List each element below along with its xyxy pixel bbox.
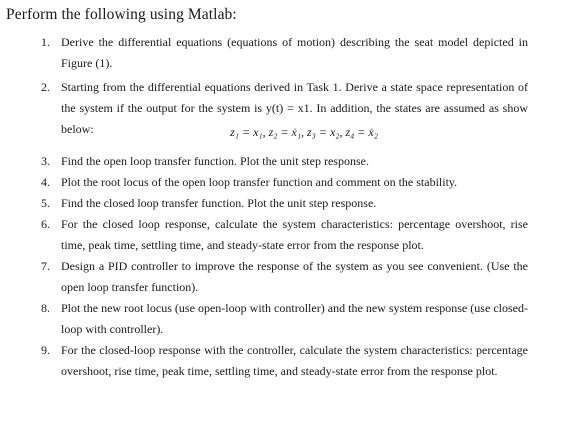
task-number: 7. [41,259,50,273]
task-number: 2. [41,80,50,94]
task-number: 5. [41,196,50,210]
task-text: Plot the new root locus (use open-loop with controller) and the new system response (use closed-loop with controller). [61,301,528,336]
task-number: 3. [41,154,50,168]
equation-text: z₁ = x₁, z₂ = ẋ₁, z₃ = x₂, z₄ = ẋ₂ [230,125,378,139]
task-item-4 [0,172,588,193]
task-text: For the closed loop response, calculate the system characteristics: percentage overshoot, rise time, peak time, settling time, and steady-state error from the response plot. [61,217,528,252]
task-text: Find the open loop transfer function. Plot the unit step response. [61,154,369,168]
task-number: 1. [41,35,50,49]
task-text: Design a PID controller to improve the response of the system as you see convenient. (Use the open loop transfer function). [61,259,528,294]
task-number: 9. [41,343,50,357]
task-text: For the closed-loop response with the controller, calculate the system characteristics: percentage overshoot, rise time, peak time, settling time, and steady-state error from the response plot. [61,343,528,378]
task-text: Derive the differential equations (equations of motion) describing the seat model depicted in Figure (1). [61,35,528,70]
task-item-9 [0,340,588,403]
task-text: Plot the root locus of the open loop transfer function and comment on the stability. [61,175,458,189]
task-text: Find the closed loop transfer function. Plot the unit step response. [61,196,377,210]
task-item-7 [0,256,588,298]
task-item-8 [0,298,588,340]
task-item-5 [0,193,588,214]
task-number: 6. [41,217,50,231]
task-text: Starting from the differential equations derived in Task 1. Derive a state space representation of the system if the output for the system is y(t) = x1. In addition, the states are assumed as show below: [61,80,528,136]
task-item-3 [0,151,588,172]
task-item-1 [0,32,588,77]
task-number: 4. [41,175,50,189]
page-heading: Perform the following using Matlab: [6,6,237,23]
task-number: 8. [41,301,50,315]
task-item-6 [0,214,588,256]
task-list [0,32,588,403]
